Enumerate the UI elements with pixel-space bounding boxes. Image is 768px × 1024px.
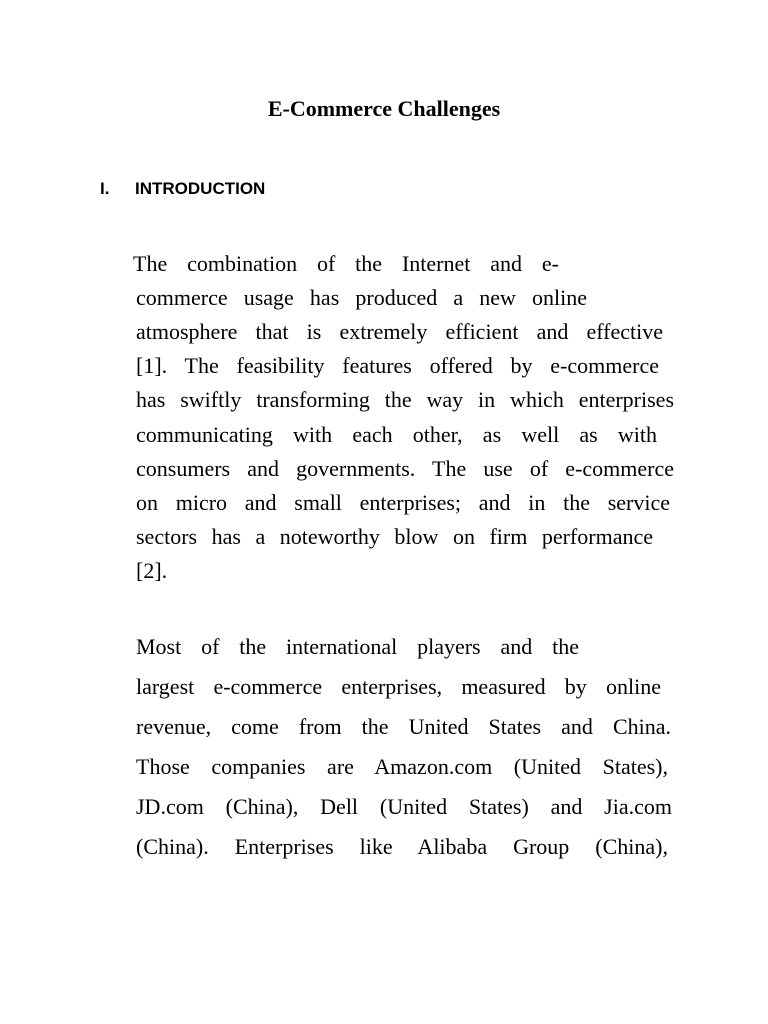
paragraph-line: The combination of the Internet and e-	[133, 251, 559, 276]
paragraph-line: Those companies are Amazon.com (United States),	[136, 754, 668, 779]
paragraph-line: commerce usage has produced a new online	[136, 285, 587, 310]
paragraph-line: consumers and governments. The use of e-commerce	[136, 456, 674, 481]
paragraph-line: Most of the international players and the	[136, 634, 579, 659]
document-title: E-Commerce Challenges	[267, 96, 501, 121]
section-number: I.	[100, 179, 110, 198]
paragraph-line: sectors has a noteworthy blow on firm performance	[136, 524, 653, 549]
paragraph-line: largest e-commerce enterprises, measured by online	[136, 674, 661, 699]
paragraph-line: on micro and small enterprises; and in the service	[136, 490, 670, 515]
paragraph-line: atmosphere that is extremely efficient and effective	[136, 319, 663, 344]
paragraph-line: communicating with each other, as well as with	[136, 422, 657, 447]
paragraph-line: (China). Enterprises like Alibaba Group (China),	[136, 834, 668, 859]
paragraph-line: JD.com (China), Dell (United States) and Jia.com	[136, 794, 672, 819]
paragraph-line: has swiftly transforming the way in which enterprises	[136, 387, 674, 412]
paragraph-line: [2].	[136, 558, 168, 583]
section-heading-text: INTRODUCTION	[135, 179, 266, 198]
paragraph-line: [1]. The feasibility features offered by e-commerce	[136, 353, 659, 378]
paragraph-line: revenue, come from the United States and China.	[136, 714, 671, 739]
